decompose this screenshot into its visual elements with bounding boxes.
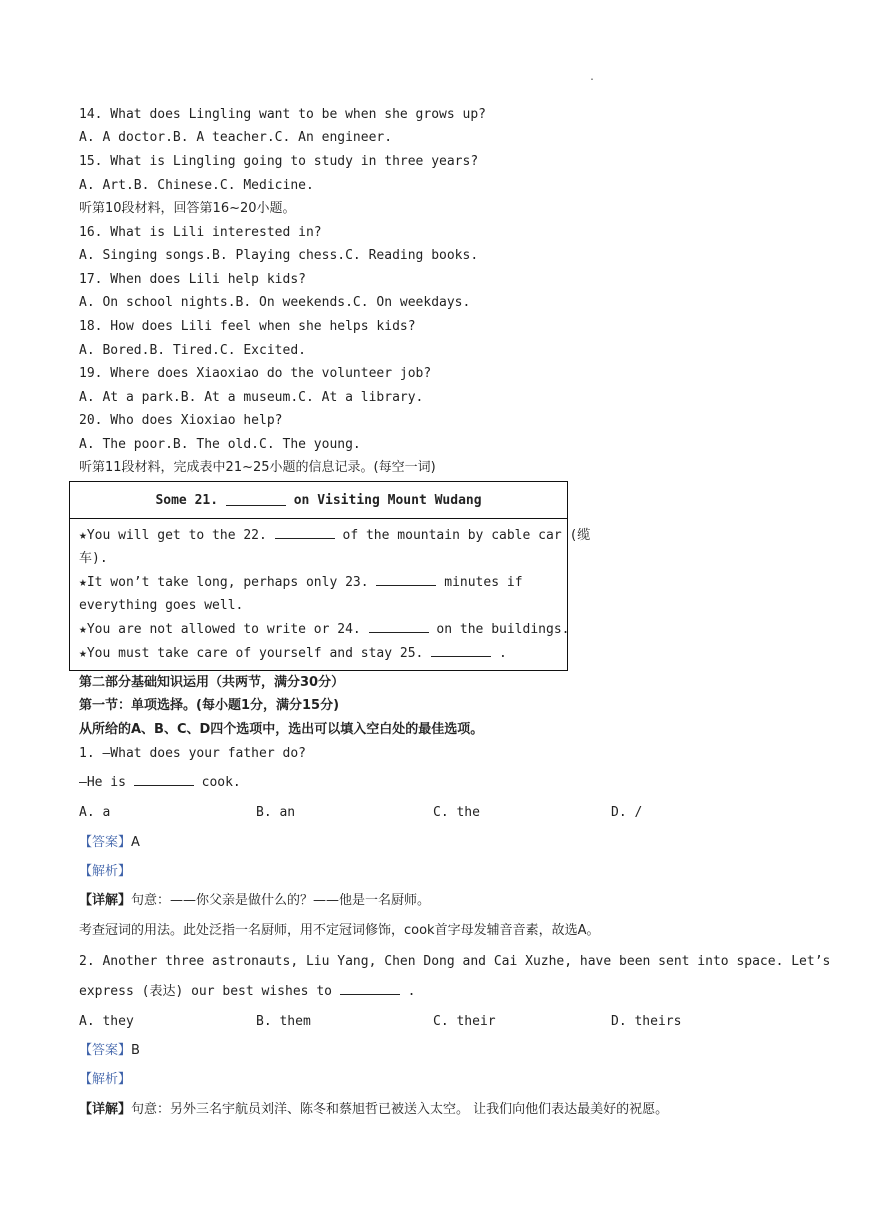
table-header <box>70 482 567 519</box>
options-18: A. Bored.B. Tired.C. Excited. <box>79 343 306 358</box>
q1-answer-value: A <box>131 835 140 850</box>
section-10-heading: 听第10段材料，回答第16~20小题。 <box>79 201 296 216</box>
options-20: A. The poor.B. The old.C. The young. <box>79 437 361 452</box>
section-11-heading: 听第11段材料，完成表中21~25小题的信息记录。(每空一词) <box>79 460 436 475</box>
question-15: 15. What is Lingling going to study in three years? <box>79 154 479 169</box>
q2-answer <box>79 1043 140 1059</box>
q2-line2-post: . <box>399 984 416 999</box>
q1-option-c: C. the <box>433 805 480 820</box>
question-17: 17. When does Lili help kids? <box>79 272 306 287</box>
q1-explain: 考查冠词的用法。此处泛指一名厨师，用不定冠词修饰，cook首字母发辅音音素，故选A。 <box>79 923 600 938</box>
part2-instruction: 从所给的A、B、C、D四个选项中，选出可以填入空白处的最佳选项。 <box>79 722 484 737</box>
part2-section1: 第一节：单项选择。(每小题1分，满分15分) <box>79 698 340 713</box>
blank-24 <box>369 622 429 633</box>
question-19: 19. Where does Xiaoxiao do the volunteer job? <box>79 366 432 381</box>
table-row-25 <box>79 646 507 662</box>
options-14: A. A doctor.B. A teacher.C. An engineer. <box>79 130 393 145</box>
q1-option-b: B. an <box>256 805 296 820</box>
answer-tag: 【答案】 <box>79 835 132 850</box>
table-row-22-cont: 车). <box>79 551 108 566</box>
row-24-post: on the buildings. <box>428 622 570 637</box>
blank-25 <box>431 646 491 657</box>
q2-answer-value: B <box>131 1043 140 1058</box>
table-row-23 <box>79 575 523 591</box>
info-table <box>69 481 591 671</box>
question-14: 14. What does Lingling want to be when she grows up? <box>79 107 486 122</box>
row-22-pre: ★You will get to the 22. <box>79 528 275 543</box>
q1-analysis-tag: 【解析】 <box>79 864 132 879</box>
options-15: A. Art.B. Chinese.C. Medicine. <box>79 178 314 193</box>
q1-blank <box>134 775 194 786</box>
row-23-pre: ★It won’t take long, perhaps only 23. <box>79 575 377 590</box>
q1-line2 <box>79 775 241 791</box>
options-16: A. Singing songs.B. Playing chess.C. Reading books. <box>79 248 479 263</box>
q2-line2-pre: express (表达) our best wishes to <box>79 984 340 999</box>
options-19: A. At a park.B. At a museum.C. At a library. <box>79 390 424 405</box>
question-18: 18. How does Lili feel when she helps kids? <box>79 319 416 334</box>
blank-23 <box>376 575 436 586</box>
q1-answer <box>79 835 140 851</box>
q2-analysis-tag: 【解析】 <box>79 1072 132 1087</box>
q2-option-b: B. them <box>256 1014 311 1029</box>
question-16: 16. What is Lili interested in? <box>79 225 322 240</box>
q1-option-a: A. a <box>79 805 111 820</box>
q2-detail-text: 句意：另外三名宇航员刘洋、陈冬和蔡旭哲已被送入太空。 让我们向他们表达最美好的祝愿。 <box>131 1102 669 1117</box>
part2-title: 第二部分基础知识运用（共两节，满分30分） <box>79 675 345 690</box>
table-row-24 <box>79 622 569 638</box>
q1-line2-pre: —He is <box>79 775 134 790</box>
q1-detail-text: 句意：——你父亲是做什么的？——他是一名厨师。 <box>131 893 431 908</box>
q2-line1: 2. Another three astronauts, Liu Yang, Chen Dong and Cai Xuzhe, have been sent into space. Let’s <box>79 954 831 969</box>
blank-22 <box>275 528 335 539</box>
detail-tag: 【详解】 <box>79 893 132 908</box>
q2-detail <box>79 1102 668 1118</box>
q2-option-c: C. their <box>433 1014 496 1029</box>
q1-line2-post: cook. <box>193 775 241 790</box>
row-25-pre: ★You must take care of yourself and stay 25. <box>79 646 432 661</box>
page-marker: . <box>589 72 596 83</box>
row-25-post: . <box>491 646 507 661</box>
row-24-pre: ★You are not allowed to write or 24. <box>79 622 369 637</box>
answer-tag: 【答案】 <box>79 1043 132 1058</box>
options-17: A. On school nights.B. On weekends.C. On weekdays. <box>79 295 471 310</box>
q1-option-d: D. / <box>611 805 643 820</box>
table-row-23-cont: everything goes well. <box>79 598 244 613</box>
detail-tag: 【详解】 <box>79 1102 132 1117</box>
table-header-post: on Visiting Mount Wudang <box>285 492 482 508</box>
q1-detail <box>79 893 430 909</box>
question-20: 20. Who does Xioxiao help? <box>79 413 283 428</box>
row-22-post: of the mountain by cable car (缆 <box>334 528 591 543</box>
q1-line1: 1. —What does your father do? <box>79 746 306 761</box>
table-header-pre: Some 21. <box>155 492 226 508</box>
q2-line2 <box>79 984 415 1000</box>
q2-blank <box>340 984 400 995</box>
row-23-post: minutes if <box>436 575 523 590</box>
table-row-22 <box>79 528 590 544</box>
blank-21 <box>226 495 286 506</box>
q2-option-d: D. theirs <box>611 1014 682 1029</box>
q2-option-a: A. they <box>79 1014 134 1029</box>
